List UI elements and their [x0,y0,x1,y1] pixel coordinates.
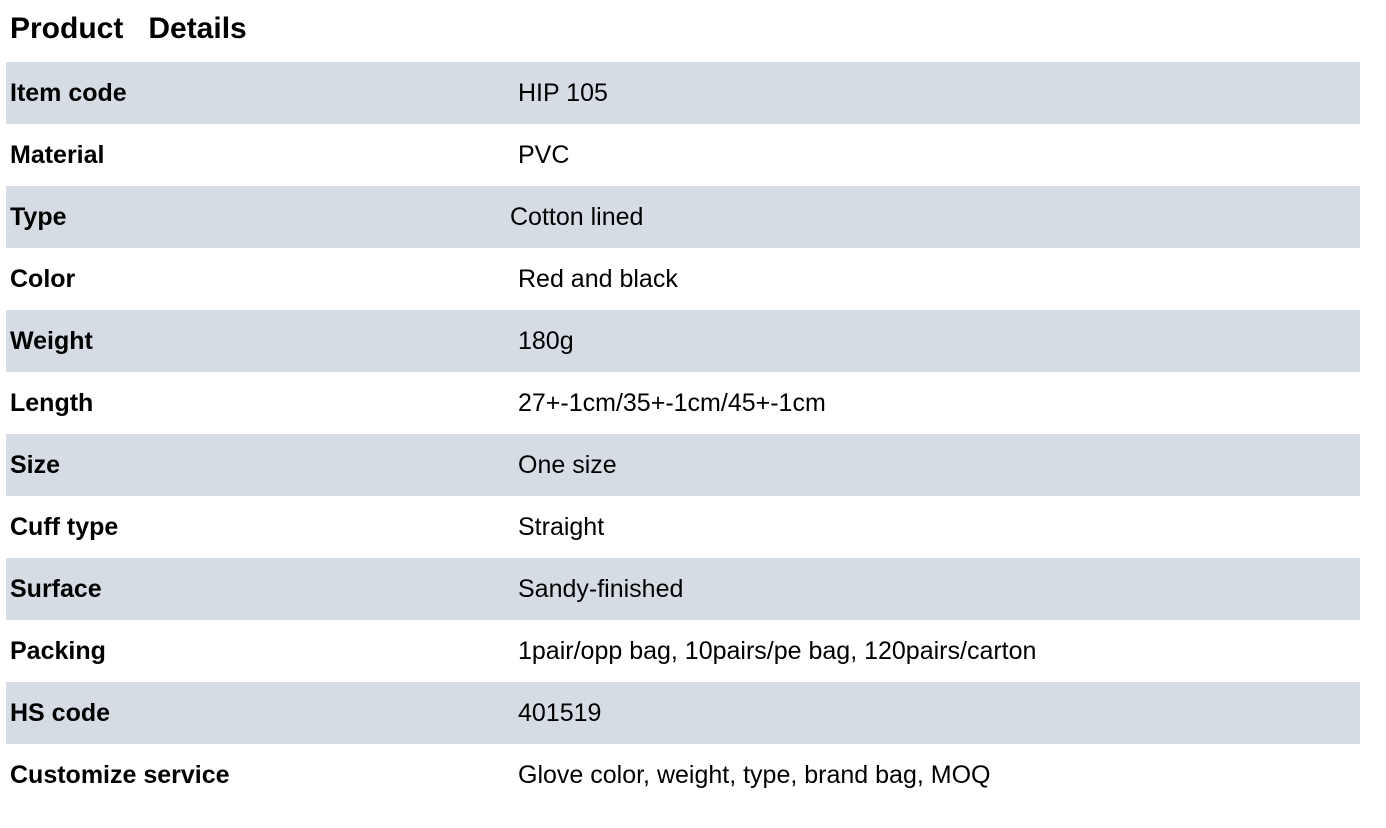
spec-value: Glove color, weight, type, brand bag, MOQ [518,761,991,789]
spec-value: 27+-1cm/35+-1cm/45+-1cm [518,389,826,417]
spec-label: Material [10,141,105,169]
spec-row-surface [6,558,1360,620]
spec-row-color [6,248,1360,310]
spec-row-size [6,434,1360,496]
spec-label: Size [10,451,61,479]
spec-label: Surface [10,575,102,603]
spec-value: Sandy-finished [518,575,684,603]
spec-label: Color [10,265,76,293]
page-title: Product Details [10,12,247,45]
spec-value: 1pair/opp bag, 10pairs/pe bag, 120pairs/carton [518,637,1037,665]
spec-row-hs-code [6,682,1360,744]
spec-label: HS code [10,699,111,727]
spec-label: Packing [10,637,106,665]
spec-row-type [6,186,1360,248]
spec-value: 401519 [518,699,602,727]
spec-value: Straight [518,513,605,541]
spec-value: 180g [518,327,574,355]
spec-value: PVC [518,141,570,169]
spec-row-customize-service [6,744,1360,806]
spec-label: Weight [10,327,93,355]
spec-label: Item code [10,79,127,107]
spec-label: Type [10,203,67,231]
spec-value: One size [518,451,617,479]
spec-row-packing [6,620,1360,682]
spec-row-weight [6,310,1360,372]
spec-row-item-code [6,62,1360,124]
spec-row-length [6,372,1360,434]
product-details-table [6,62,1360,806]
spec-value: Red and black [518,265,678,293]
spec-value: Cotton lined [510,203,644,231]
spec-label: Cuff type [10,513,119,541]
spec-label: Customize service [10,761,230,789]
spec-row-cuff-type [6,496,1360,558]
spec-row-material [6,124,1360,186]
spec-value: HIP 105 [518,79,608,107]
spec-label: Length [10,389,94,417]
